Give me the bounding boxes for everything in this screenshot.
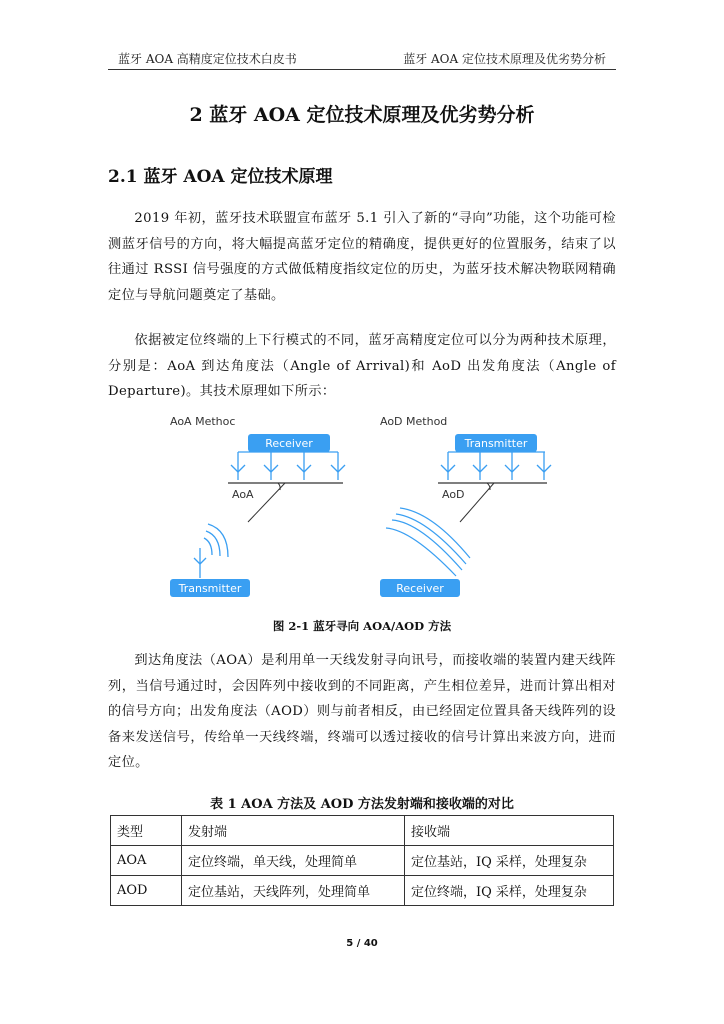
aoa-angle-label: AoA [232, 488, 254, 501]
paragraph-1 [108, 206, 616, 308]
aoa-antenna-array [231, 452, 345, 480]
page-header [108, 50, 616, 70]
aod-wave-icon [386, 508, 470, 576]
aod-receiver-label: Receiver [396, 582, 444, 595]
aod-signal-line [460, 483, 494, 522]
aod-angle-label: AoD [442, 488, 465, 501]
aod-transmitter-label: Transmitter [464, 437, 528, 450]
paragraph-1-text: 2019 年初，蓝牙技术联盟宣布蓝牙 5.1 引入了新的“寻向”功能，这个功能可检测蓝牙信号的方向，将大幅提高蓝牙定位的精确度，提供更好的位置服务，结束了以往通过 RSSI 信号强度的方式做低精度指纹定位的历史，为蓝牙技术解决物联网精确定位与导航问题奠定了基础。 [108, 211, 616, 303]
table-cell: 定位终端，IQ 采样，处理复杂 [405, 876, 614, 906]
aoa-receiver-label: Receiver [265, 437, 313, 450]
header-type: 类型 [111, 816, 182, 846]
paragraph-3-text: 到达角度法（AOA）是利用单一天线发射寻向讯号，而接收端的装置内建天线阵列，当信号通过时，会因阵列中接收到的不同距离，产生相位差异，进而计算出相对的信号方向；出发角度法（AOD）则与前者相反，由已经固定位置具备天线阵列的设备来发送信号，传给单一天线终端，终端可以透过接收的信号计算出来波方向，进而定位。 [108, 653, 616, 770]
header-right: 蓝牙 AOA 定位技术原理及优劣势分析 [403, 52, 606, 66]
paragraph-2-text: 依据被定位终端的上下行模式的不同，蓝牙高精度定位可以分为两种技术原理，分别是：AoA 到达角度法（Angle of Arrival)和 AoD 出发角度法（Angle of Departure)。其技术原理如下所示： [108, 333, 616, 399]
aoa-transmitter-label: Transmitter [178, 582, 242, 595]
header-left: 蓝牙 AOA 高精度定位技术白皮书 [118, 52, 297, 66]
table-cell: AOD [111, 876, 182, 906]
comparison-table [110, 815, 614, 906]
table-cell: 定位终端，单天线，处理简单 [182, 846, 405, 876]
section-title: 2.1 蓝牙 AOA 定位技术原理 [108, 167, 333, 187]
header-transmitter: 发射端 [182, 816, 405, 846]
table-cell: 定位基站，IQ 采样，处理复杂 [405, 846, 614, 876]
aoa-method-title: AoA Methoc [170, 415, 236, 428]
paragraph-2 [108, 328, 616, 405]
aod-method-title: AoD Method [380, 415, 448, 428]
table-row [111, 846, 614, 876]
table-caption: 表 1 AOA 方法及 AOD 方法发射端和接收端的对比 [210, 797, 514, 812]
chapter-title: 2 蓝牙 AOA 定位技术原理及优劣势分析 [189, 104, 535, 126]
aoa-wave-icon [194, 524, 228, 578]
table-cell: 定位基站，天线阵列，处理简单 [182, 876, 405, 906]
aoa-aod-figure [160, 410, 528, 605]
header-receiver: 接收端 [405, 816, 614, 846]
table-row [111, 876, 614, 906]
aod-antenna-array [441, 452, 551, 480]
paragraph-3 [108, 648, 616, 776]
table-header-row [111, 816, 614, 846]
page-number: 5 / 40 [346, 938, 378, 949]
table-cell: AOA [111, 846, 182, 876]
figure-caption: 图 2-1 蓝牙寻向 AOA/AOD 方法 [272, 619, 452, 633]
